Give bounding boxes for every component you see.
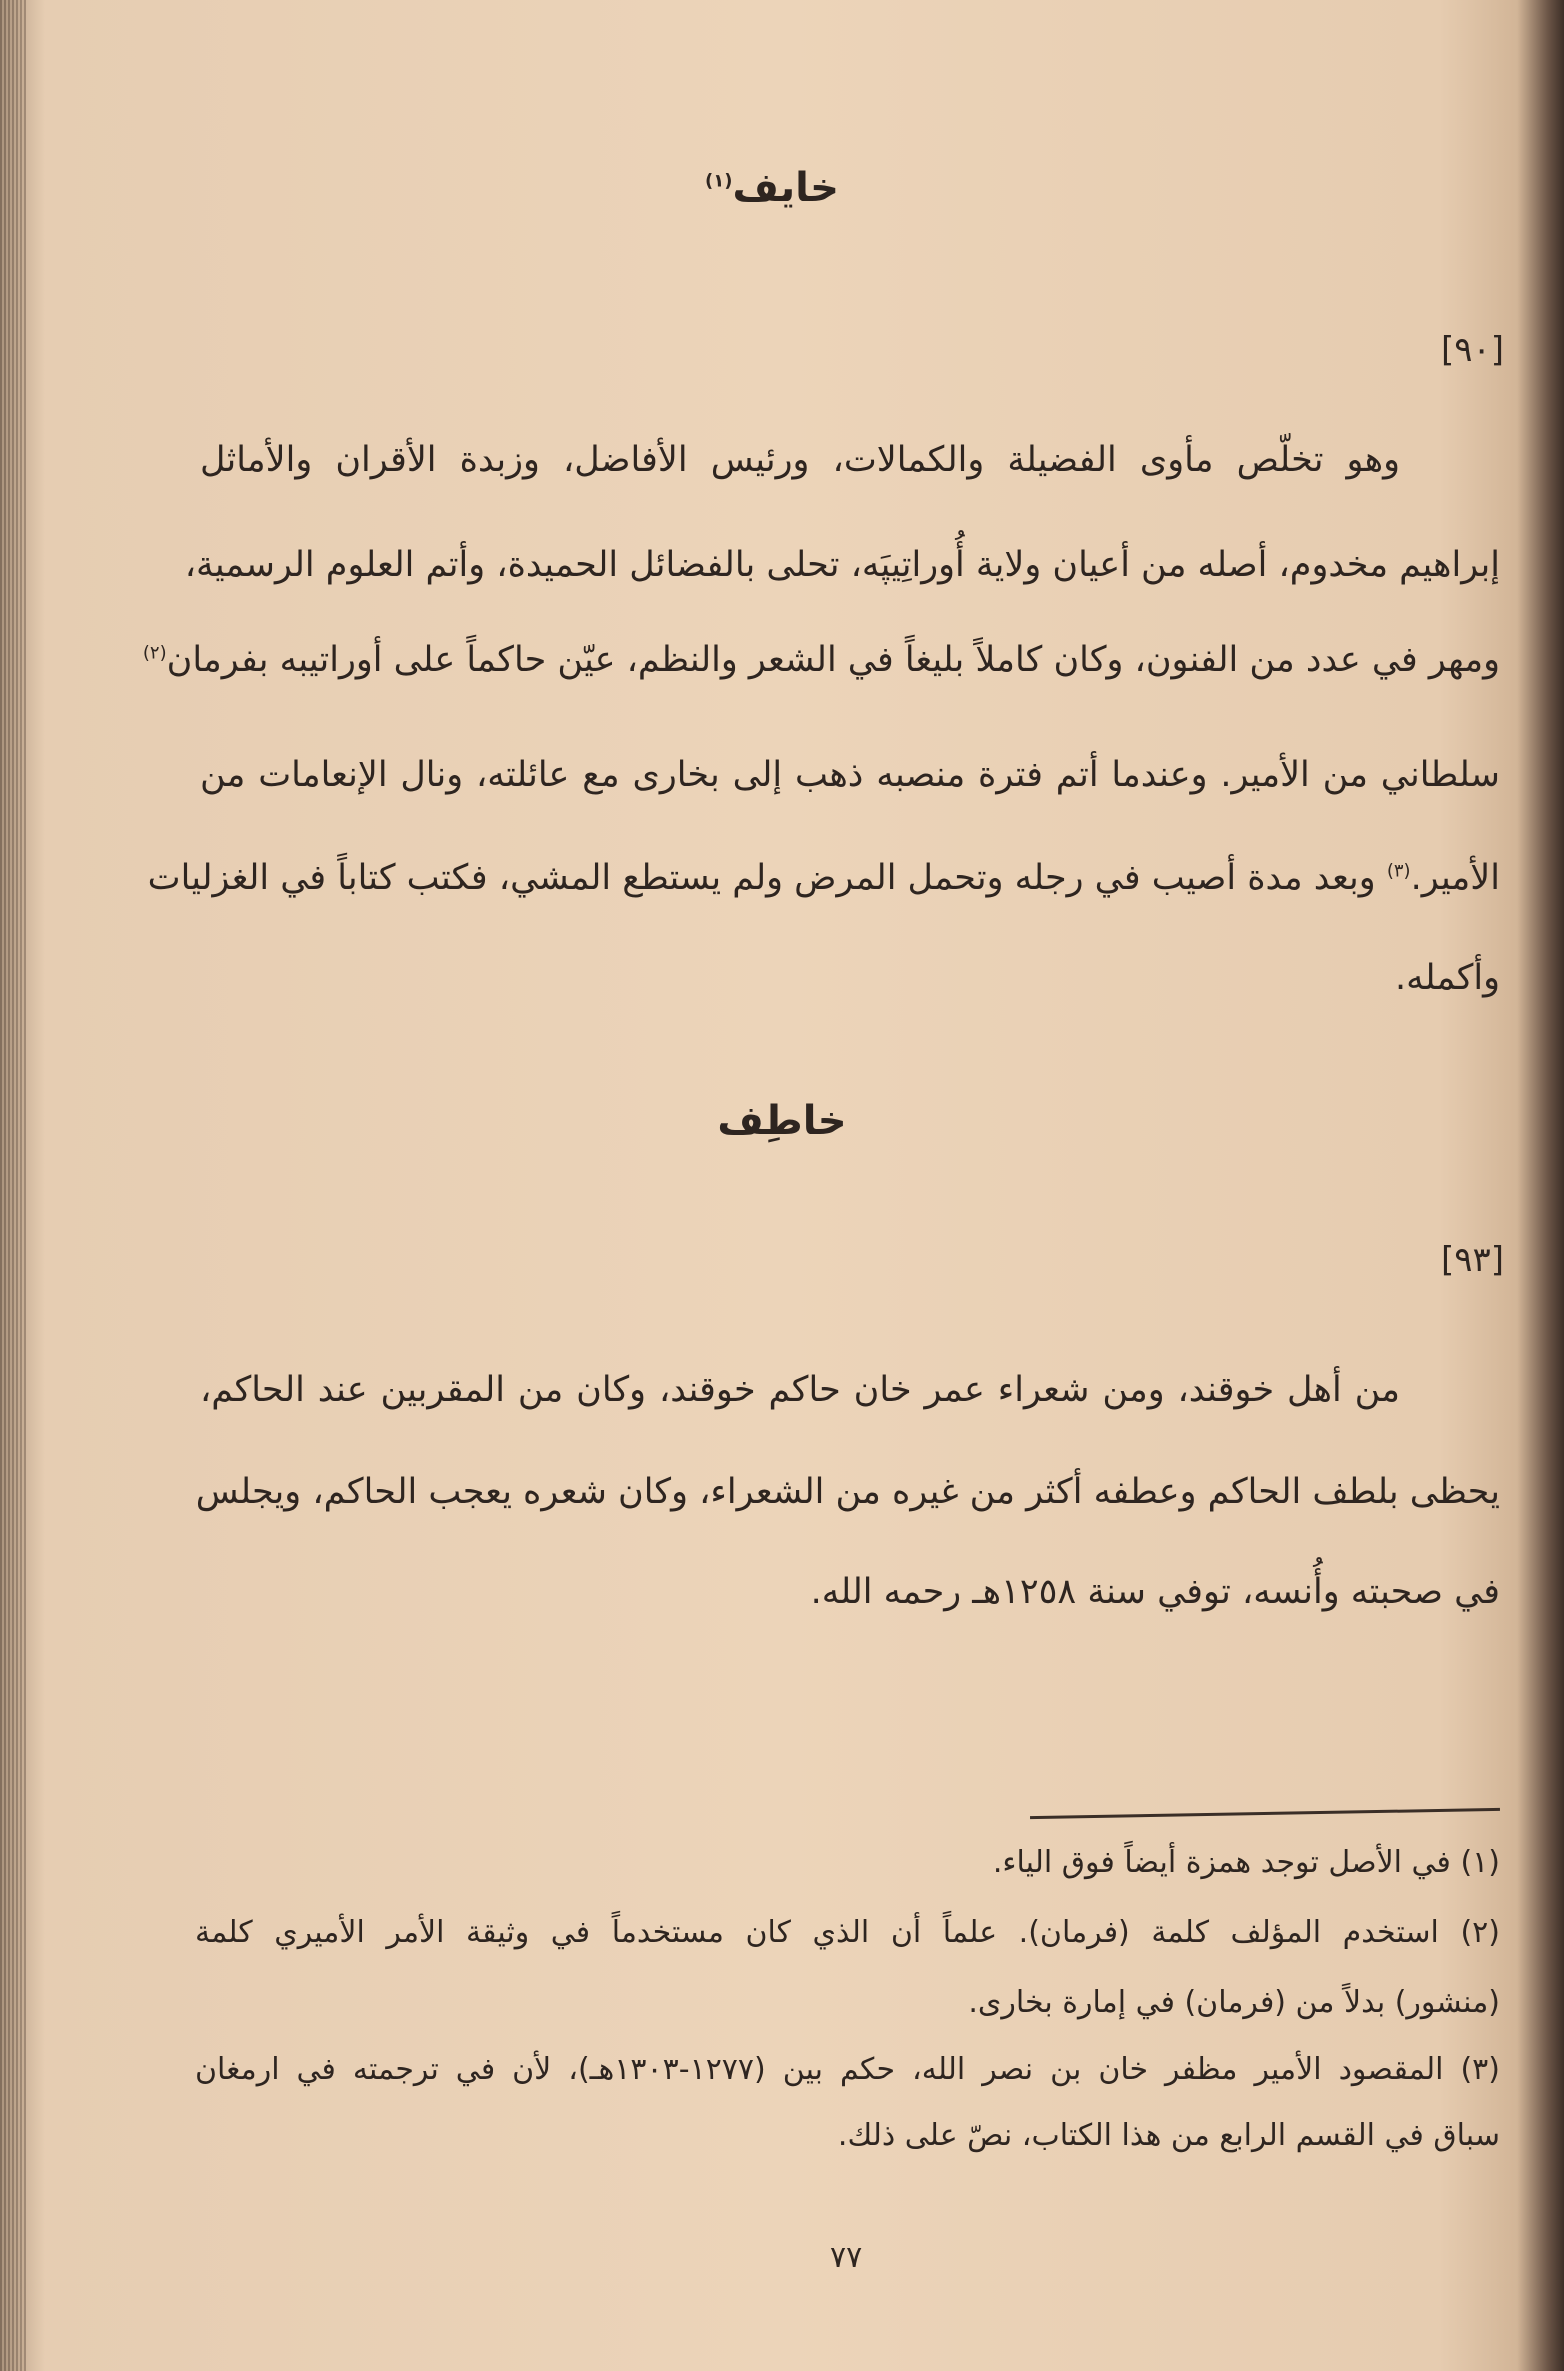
footnote-ref: (٣) xyxy=(1386,860,1411,882)
entry-number: [٩٣] xyxy=(1440,1240,1504,1280)
body-line: يحظى بلطف الحاكم وعطفه أكثر من غيره من الشعراء، وكان شعره يعجب الحاكم، ويجلس xyxy=(195,1472,1500,1512)
footnote-ref: (١) xyxy=(705,170,733,192)
entry-title xyxy=(0,165,1554,211)
entry-number: [٩٠] xyxy=(1440,330,1504,370)
footnote: (منشور) بدلاً من (فرمان) في إمارة بخارى. xyxy=(968,1985,1500,2020)
body-line: سلطاني من الأمير. وعندما أتم فترة منصبه ذهب إلى بخارى مع عائلته، ونال الإنعامات من xyxy=(200,755,1500,795)
body-line: إبراهيم مخدوم، أصله من أعيان ولاية أُوراتِيپَه، تحلى بالفضائل الحميدة، وأتم العلوم الرسمية، xyxy=(184,545,1500,585)
page-number: ٧٧ xyxy=(830,2240,863,2275)
footnote-separator xyxy=(1030,1808,1500,1819)
footnote: سباق في القسم الرابع من هذا الكتاب، نصّ على ذلك. xyxy=(837,2118,1500,2153)
body-line-text: ومهر في عدد من الفنون، وكان كاملاً بليغاً في الشعر والنظم، عيّن حاكماً على أوراتيبه بفرمان xyxy=(166,640,1500,680)
footnote-ref: (٢) xyxy=(142,642,167,664)
footnote: (٢) استخدم المؤلف كلمة (فرمان). علماً أن الذي كان مستخدماً في وثيقة الأمر الأميري كلمة xyxy=(195,1915,1500,1950)
entry-title-text: خايف xyxy=(732,165,839,211)
body-line: في صحبته وأُنسه، توفي سنة ١٢٥٨هـ رحمه الله. xyxy=(810,1572,1500,1612)
entry-title: خاطِف xyxy=(717,1098,847,1144)
footnote: (١) في الأصل توجد همزة أيضاً فوق الياء. xyxy=(992,1845,1500,1880)
body-line-text: وبعد مدة أصيب في رجله وتحمل المرض ولم يستطع المشي، فكتب كتاباً في الغزليات xyxy=(147,858,1376,898)
body-line xyxy=(147,858,1500,898)
body-line xyxy=(142,640,1500,680)
body-line: وأكمله. xyxy=(1395,958,1500,998)
body-line: من أهل خوقند، ومن شعراء عمر خان حاكم خوقند، وكان من المقربين عند الحاكم، xyxy=(200,1370,1400,1410)
footnote: (٣) المقصود الأمير مظفر خان بن نصر الله، حكم بين (١٢٧٧-١٣٠٣هـ)، لأن في ترجمته في ارمغان xyxy=(195,2052,1500,2087)
page-stack-edge xyxy=(0,0,26,2371)
body-line-text: الأمير. xyxy=(1410,858,1500,898)
body-line: وهو تخلّص مأوى الفضيلة والكمالات، ورئيس الأفاضل، وزبدة الأقران والأماثل xyxy=(200,440,1400,480)
